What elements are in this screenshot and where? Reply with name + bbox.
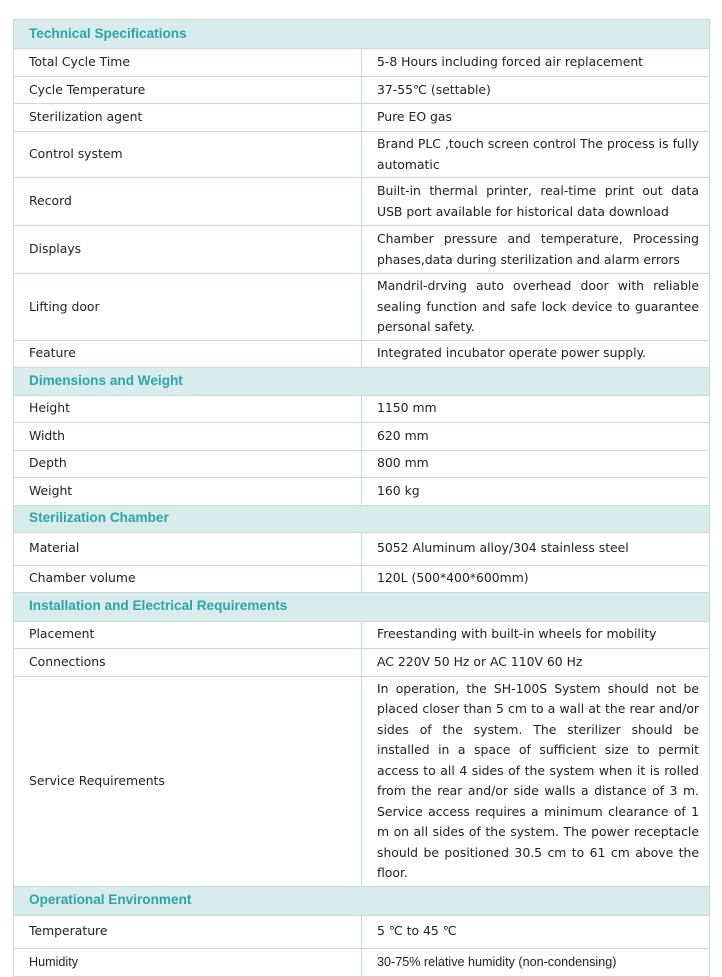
row-value: Pure EO gas	[362, 104, 710, 132]
row-label: Depth	[14, 450, 362, 477]
table-row	[14, 676, 710, 886]
row-label: Material	[14, 532, 362, 565]
table-row	[14, 77, 710, 104]
row-value: Built-in thermal printer, real-time print out data USB port available for historical data download	[362, 178, 710, 226]
row-label: Lifting door	[14, 274, 362, 341]
table-row	[14, 422, 710, 450]
row-label: Sterilization agent	[14, 104, 362, 132]
row-label: Chamber volume	[14, 565, 362, 592]
table-row	[14, 132, 710, 178]
section-header-dimensions-and-weight	[14, 367, 710, 395]
section-title: Sterilization Chamber	[14, 505, 710, 532]
row-label: Connections	[14, 648, 362, 676]
row-value: 30-75% relative humidity (non-condensing)	[362, 948, 710, 976]
row-label: Height	[14, 395, 362, 422]
row-value: AC 220V 50 Hz or AC 110V 60 Hz	[362, 648, 710, 676]
table-row	[14, 395, 710, 422]
section-title: Operational Environment	[14, 886, 710, 915]
row-label: Temperature	[14, 915, 362, 948]
row-value: 620 mm	[362, 422, 710, 450]
row-value: 5052 Aluminum alloy/304 stainless steel	[362, 532, 710, 565]
row-value: Brand PLC ,touch screen control The process is fully automatic	[362, 132, 710, 178]
table-row	[14, 274, 710, 341]
row-label: Humidity	[14, 948, 362, 976]
table-row	[14, 477, 710, 505]
row-value: Integrated incubator operate power supply.	[362, 340, 710, 367]
table-row	[14, 450, 710, 477]
row-value: 800 mm	[362, 450, 710, 477]
row-label: Cycle Temperature	[14, 77, 362, 104]
row-value: 120L (500*400*600mm)	[362, 565, 710, 592]
row-label: Total Cycle Time	[14, 49, 362, 77]
table-row	[14, 104, 710, 132]
table-row	[14, 178, 710, 226]
section-header-technical-specifications	[14, 20, 710, 49]
table-row	[14, 532, 710, 565]
section-header-operational-environment	[14, 886, 710, 915]
table-row	[14, 948, 710, 976]
row-value: 160 kg	[362, 477, 710, 505]
table-row	[14, 340, 710, 367]
section-title: Technical Specifications	[14, 20, 710, 49]
row-label: Placement	[14, 621, 362, 648]
row-label: Record	[14, 178, 362, 226]
table-row	[14, 915, 710, 948]
row-label: Displays	[14, 226, 362, 274]
row-value: Mandril-drving auto overhead door with reliable sealing function and safe lock device to guarantee personal safety.	[362, 274, 710, 341]
row-label: Service Requirements	[14, 676, 362, 886]
spec-table-body	[14, 20, 710, 977]
section-title: Installation and Electrical Requirements	[14, 592, 710, 621]
table-row	[14, 226, 710, 274]
row-value: 37-55℃ (settable)	[362, 77, 710, 104]
table-row	[14, 565, 710, 592]
section-header-sterilization-chamber	[14, 505, 710, 532]
row-label: Feature	[14, 340, 362, 367]
section-header-installation-and-electrical-requirements	[14, 592, 710, 621]
section-title: Dimensions and Weight	[14, 367, 710, 395]
row-value: In operation, the SH-100S System should not be placed closer than 5 cm to a wall at the rear and/or sides of the system. The sterilizer should be installed in a space of sufficient size to permit access to all 4 sides of the system when it is rolled from the rear and/or side walls a distance of 3 m. Service access requires a minimum clearance of 1 m on all sides of the system. The power receptacle should be positioned 30.5 cm to 61 cm above the floor.	[362, 676, 710, 886]
row-value: 5-8 Hours including forced air replacement	[362, 49, 710, 77]
row-label: Width	[14, 422, 362, 450]
table-row	[14, 648, 710, 676]
row-value: 1150 mm	[362, 395, 710, 422]
table-row	[14, 621, 710, 648]
row-value: Chamber pressure and temperature, Processing phases,data during sterilization and alarm errors	[362, 226, 710, 274]
row-value: Freestanding with built-in wheels for mobility	[362, 621, 710, 648]
spec-table	[13, 19, 710, 977]
row-label: Control system	[14, 132, 362, 178]
row-label: Weight	[14, 477, 362, 505]
row-value: 5 ℃ to 45 ℃	[362, 915, 710, 948]
table-row	[14, 49, 710, 77]
